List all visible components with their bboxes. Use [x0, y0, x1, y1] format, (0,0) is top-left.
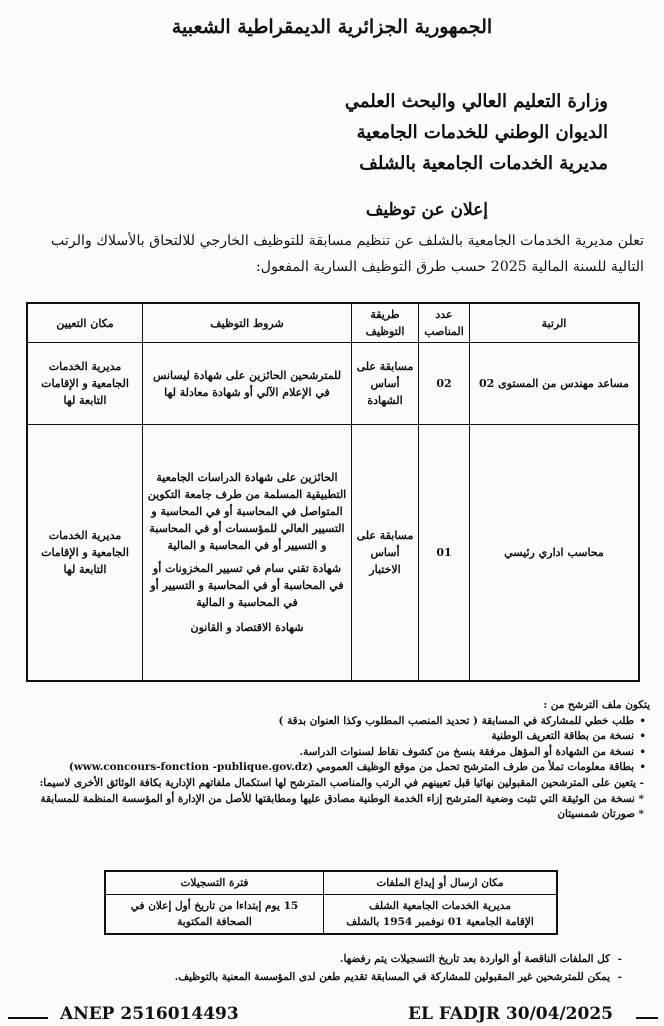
directorate-name: مديرية الخدمات الجامعية بالشلف — [359, 153, 608, 174]
deposit-row — [105, 895, 557, 935]
ministry-name: وزارة التعليم العالي والبحث العلمي — [344, 91, 608, 112]
requirement-item: • طلب خطي للمشاركة في المسابقة ( تحديد المنصب المطلوب وكذا العنوان بدقة ) — [14, 714, 650, 730]
requirements-section — [14, 698, 650, 823]
row-method: مسابقة على أساس الشهادة — [352, 343, 419, 425]
positions-table — [26, 302, 640, 682]
condition-2: شهادة تقني سام في تسيير المخزونات أو في المحاسبة أو في المحاسبة و التسيير أو في المحاسبة و المالية — [150, 561, 344, 609]
announcement-title: إعلان عن توظيف — [365, 200, 488, 220]
row-grade: مساعد مهندس من المستوى 02 — [470, 343, 640, 425]
requirement-item: • نسخة من الشهادة أو المؤهل مرفقة بنسخ من كشوف نقاط لسنوات الدراسة. — [14, 745, 650, 761]
row-count: 02 — [419, 343, 470, 425]
row-conditions — [143, 425, 352, 681]
table-header-row — [27, 303, 639, 343]
publication-footer — [0, 1004, 664, 1026]
requirement-note: * صورتان شمسيتان — [557, 808, 644, 821]
deposit-place-line-1: مديرية الخدمات الجامعية الشلف — [369, 900, 511, 912]
row-location: مديرية الخدمات الجامعية و الإقامات التابعة لها — [27, 343, 143, 425]
deposit-table — [104, 870, 558, 935]
announcement-intro — [24, 228, 644, 280]
footer-rule-right — [636, 1017, 658, 1019]
row-grade: محاسب اداري رئيسي — [470, 425, 640, 681]
footer-note: - كل الملفات الناقصة أو الواردة بعد تاريخ التسجيلات يتم رفضها. — [64, 950, 624, 968]
header-method: طريقة التوظيف — [352, 303, 419, 343]
row-conditions: للمترشحين الحائزين على شهادة ليسانس في الإعلام الآلي أو شهادة معادلة لها — [143, 343, 352, 425]
anep-reference: ANEP 2516014493 — [60, 1004, 239, 1024]
intro-line-2: التالية للسنة المالية 2025 حسب طرق التوظيف السارية المفعول: — [255, 259, 644, 275]
table-row — [27, 425, 639, 681]
republic-title: الجمهورية الجزائرية الديمقراطية الشعبية — [171, 16, 493, 38]
deposit-place-header: مكان ارسال أو إيداع الملفات — [324, 871, 558, 895]
row-location: مديرية الخدمات الجامعية و الإقامات التابعة لها — [27, 425, 143, 681]
row-method: مسابقة على أساس الاختبار — [352, 425, 419, 681]
institution-header — [48, 86, 608, 179]
requirements-lead: يتكون ملف الترشح من : — [543, 699, 650, 711]
header-location: مكان التعيين — [27, 303, 143, 343]
deposit-place-line-2: الإقامة الجامعية 01 نوفمبر 1954 بالشلف — [346, 916, 534, 928]
office-name: الديوان الوطني للخدمات الجامعية — [356, 122, 608, 143]
deposit-period: 15 يوم إبتداءا من تاريخ أول إعلان في الصحافة المكتوبة — [105, 895, 324, 935]
header-grade: الرتبة — [470, 303, 640, 343]
row-count: 01 — [419, 425, 470, 681]
footer-rule-left — [8, 1017, 48, 1019]
header-count: عدد المناصب — [419, 303, 470, 343]
footer-notes — [64, 950, 624, 986]
deposit-place — [324, 895, 558, 935]
requirement-item: • نسخة من بطاقة التعريف الوطنية — [14, 729, 650, 745]
footer-note: - يمكن للمترشحين غير المقبولين للمشاركة في المسابقة تقديم طعن لدى المؤسسة المعنية بالتوظيف. — [64, 968, 624, 986]
intro-line-1: تعلن مديرية الخدمات الجامعية بالشلف عن تنظيم مسابقة للتوظيف الخارجي للالتحاق بالأسلاك والرتب — [50, 233, 644, 249]
newspaper-reference: EL FADJR 30/04/2025 — [408, 1004, 613, 1024]
table-row — [27, 343, 639, 425]
requirement-note: - يتعين على المترشحين المقبولين نهائيا قبل تعيينهم في الرتب والمناصب المترشح لها استكمال ملفاتهم الإدارية بكافة الوثائق الأخرى لاسيما: — [39, 776, 644, 789]
requirement-note: * نسخة من الوثيقة التي تثبت وضعية المترشح إزاء الخدمة الوطنية مصادق عليها ومطابقتها للأصل من الإدارة أو المؤسسة المنظمة للمسابقة — [40, 792, 644, 805]
deposit-header-row — [105, 871, 557, 895]
condition-3: شهادة الاقتصاد و القانون — [190, 620, 304, 634]
requirement-item: • بطاقة معلومات تملأ من طرف المترشح تحمل من موقع الوظيف العمومي (www.concours-fonction -publique.gov.dz) — [14, 760, 650, 776]
header-conditions: شروط التوظيف — [143, 303, 352, 343]
condition-1: الحائزين على شهادة الدراسات الجامعية التطبيقية المسلمة من طرف جامعة التكوين المتواصل في المحاسبة أو في المحاسبة و التسيير العالي للمؤسسات أو في المحاسبة و التسيير أو في المحاسبة و المالية — [147, 470, 347, 552]
deposit-period-header: فترة التسجيلات — [105, 871, 324, 895]
